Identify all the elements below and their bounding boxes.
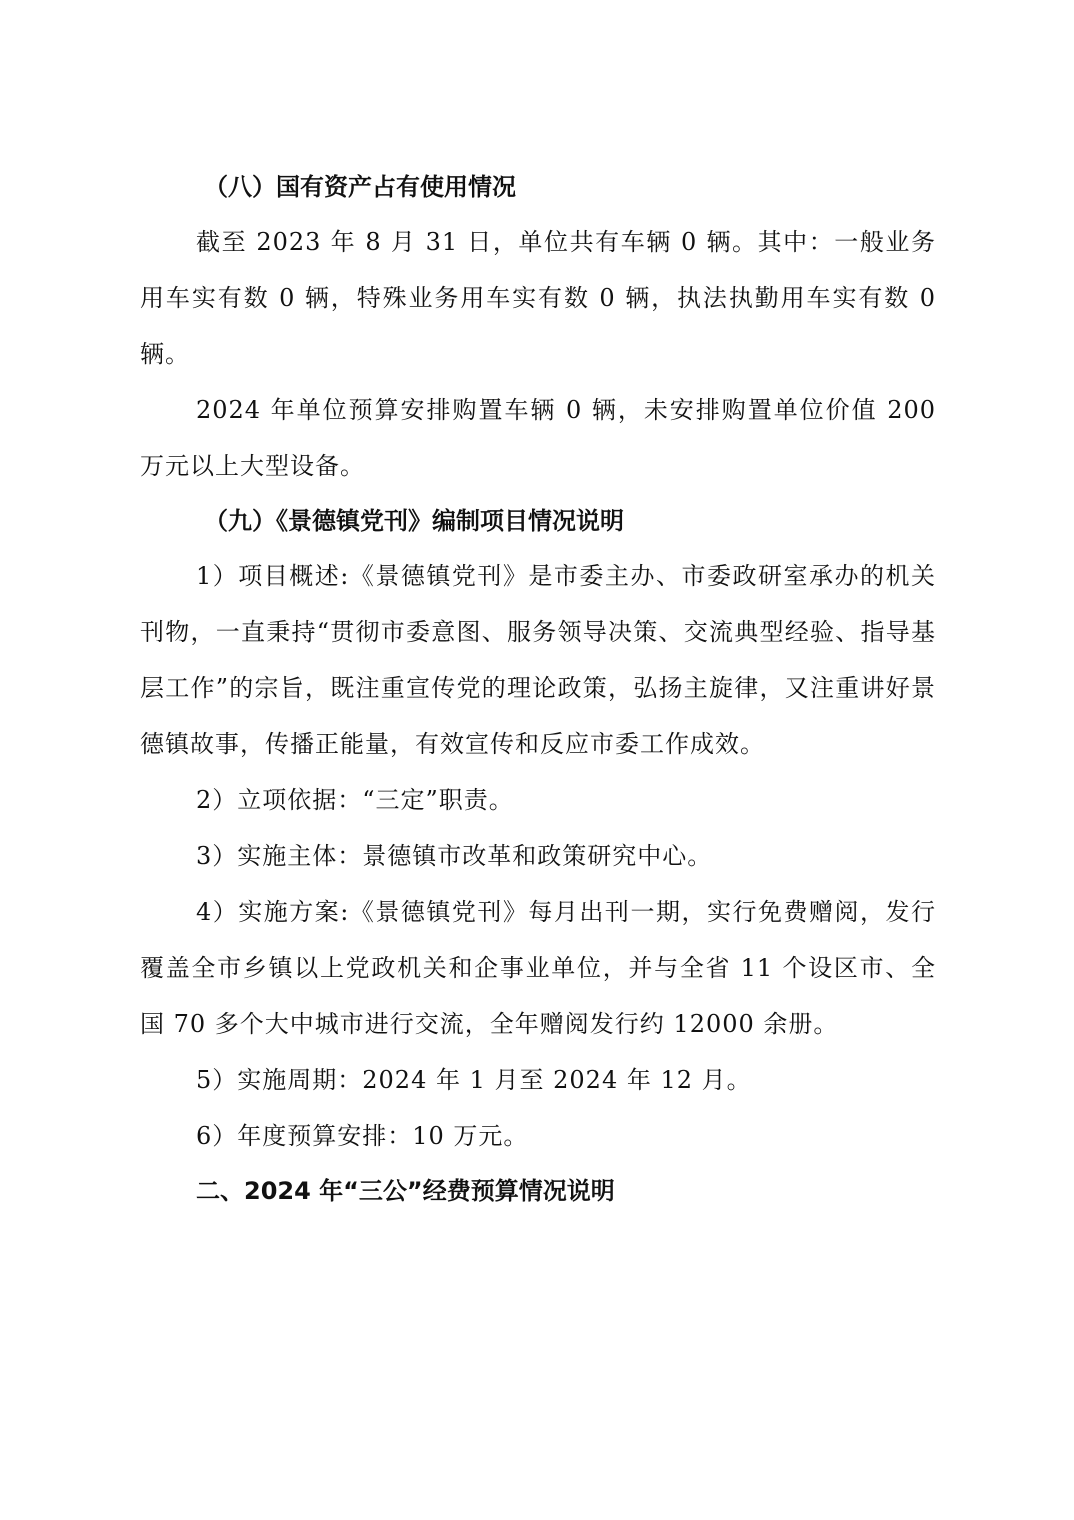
section-9-title: （九）《景德镇党刊》编制项目情况说明 — [204, 507, 624, 535]
section-9-item-6: 6）年度预算安排：10 万元。 — [196, 1122, 529, 1150]
section-8-title: （八）国有资产占有使用情况 — [204, 173, 516, 201]
section-8-paragraph-1: 截至 2023 年 8 月 31 日，单位共有车辆 0 辆。其中：一般业务用车实有数 0 辆，特殊业务用车实有数 0 辆，执法执勤用车实有数 0 辆。 — [140, 228, 936, 368]
section-9-item-2: 2）立项依据：“三定”职责。 — [196, 786, 514, 814]
document-page — [140, 160, 936, 1218]
section-9-item-4: 4）实施方案:《景德镇党刊》每月出刊一期，实行免费赠阅，发行覆盖全市乡镇以上党政机关和企事业单位，并与全省 11 个设区市、全国 70 多个大中城市进行交流，全年赠阅发行约 12000 余册。 — [140, 898, 936, 1038]
section-9-item-3: 3）实施主体：景德镇市改革和政策研究中心。 — [196, 842, 713, 870]
section-8-paragraph-2: 2024 年单位预算安排购置车辆 0 辆，未安排购置单位价值 200 万元以上大型设备。 — [140, 396, 936, 480]
section-9-item-1: 1）项目概述:《景德镇党刊》是市委主办、市委政研室承办的机关刊物，一直秉持“贯彻市委意图、服务领导决策、交流典型经验、指导基层工作”的宗旨，既注重宣传党的理论政策，弘扬主旋律，又注重讲好景德镇故事，传播正能量，有效宣传和反应市委工作成效。 — [140, 562, 936, 758]
part-2-title: 二、2024 年“三公”经费预算情况说明 — [196, 1177, 615, 1205]
section-9-item-5: 5）实施周期：2024 年 1 月至 2024 年 12 月。 — [196, 1066, 752, 1094]
